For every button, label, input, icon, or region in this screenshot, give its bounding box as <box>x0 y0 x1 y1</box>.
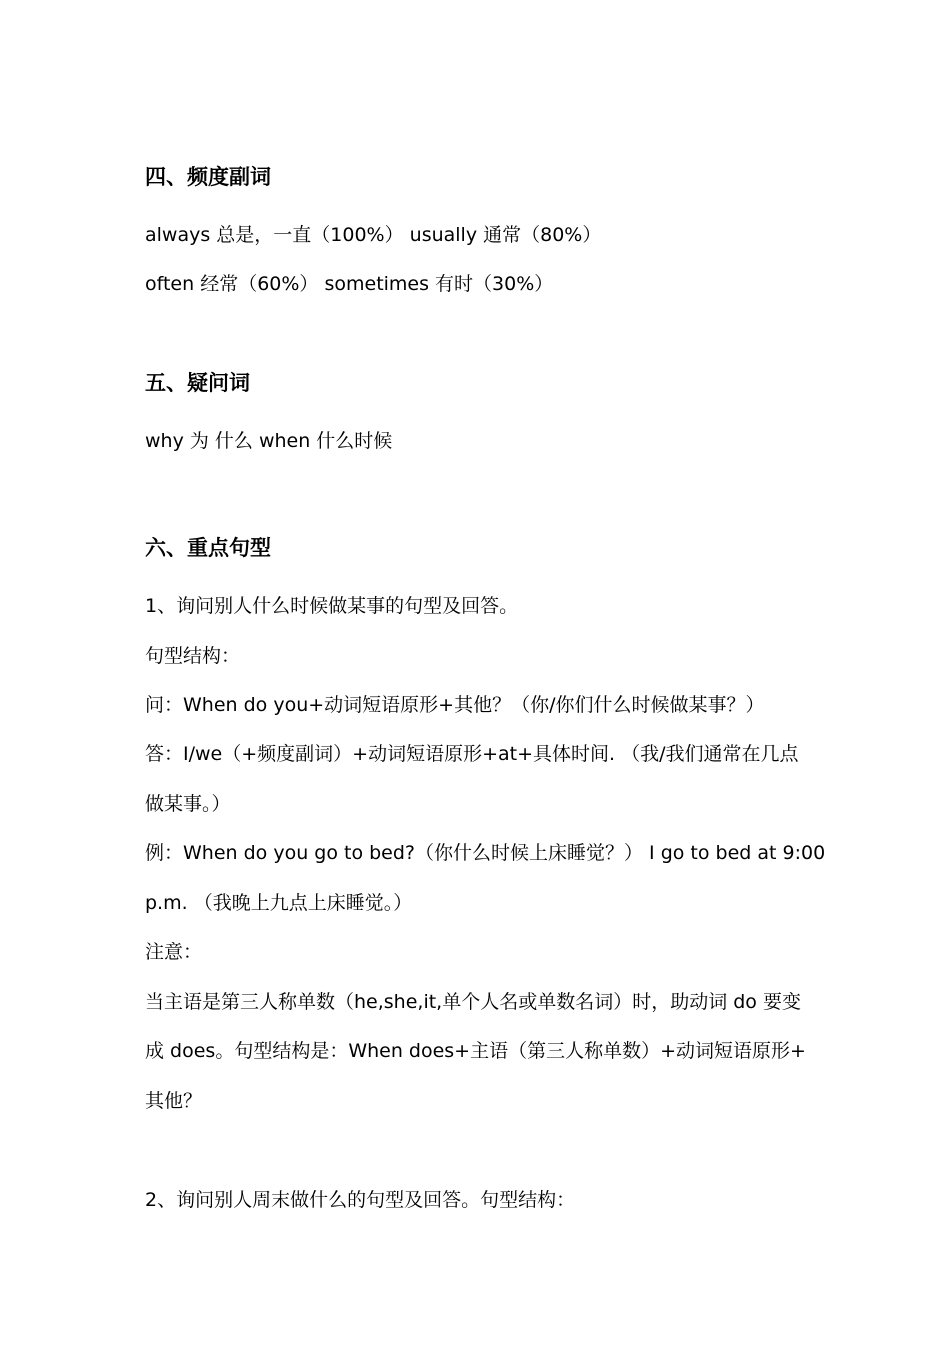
text-line: 例：When do you go to bed?（你什么时候上床睡觉？） I go to bed at 9:00 <box>145 842 826 864</box>
text-line: 答：I/we（+频度副词）+动词短语原形+at+具体时间. （我/我们通常在几点 <box>145 743 799 765</box>
section-heading-frequency-adverbs: 四、频度副词 <box>145 165 271 189</box>
text-line: 问：When do you+动词短语原形+其他？（你/你们什么时候做某事？） <box>145 694 765 716</box>
text-line: 做某事。） <box>145 793 231 815</box>
text-line: often 经常（60%） sometimes 有时（30%） <box>145 273 554 295</box>
section-heading-question-words: 五、疑问词 <box>145 371 250 395</box>
text-line: 成 does。句型结构是：When does+主语（第三人称单数）+动词短语原形+ <box>145 1040 806 1062</box>
text-line: p.m. （我晚上九点上床睡觉。） <box>145 892 413 914</box>
text-line: 注意： <box>145 941 203 963</box>
text-line: 当主语是第三人称单数（he,she,it,单个人名或单数名词）时，助动词 do 要变 <box>145 991 801 1013</box>
text-line: why 为 什么 when 什么时候 <box>145 430 393 452</box>
text-line: 句型结构： <box>145 645 241 667</box>
text-line: 其他？ <box>145 1090 203 1112</box>
text-line: always 总是，一直（100%） usually 通常（80%） <box>145 224 602 246</box>
section-heading-key-sentences: 六、重点句型 <box>145 536 271 560</box>
text-line: 2、询问别人周末做什么的句型及回答。句型结构： <box>145 1189 576 1211</box>
text-line: 1、询问别人什么时候做某事的句型及回答。 <box>145 595 519 617</box>
